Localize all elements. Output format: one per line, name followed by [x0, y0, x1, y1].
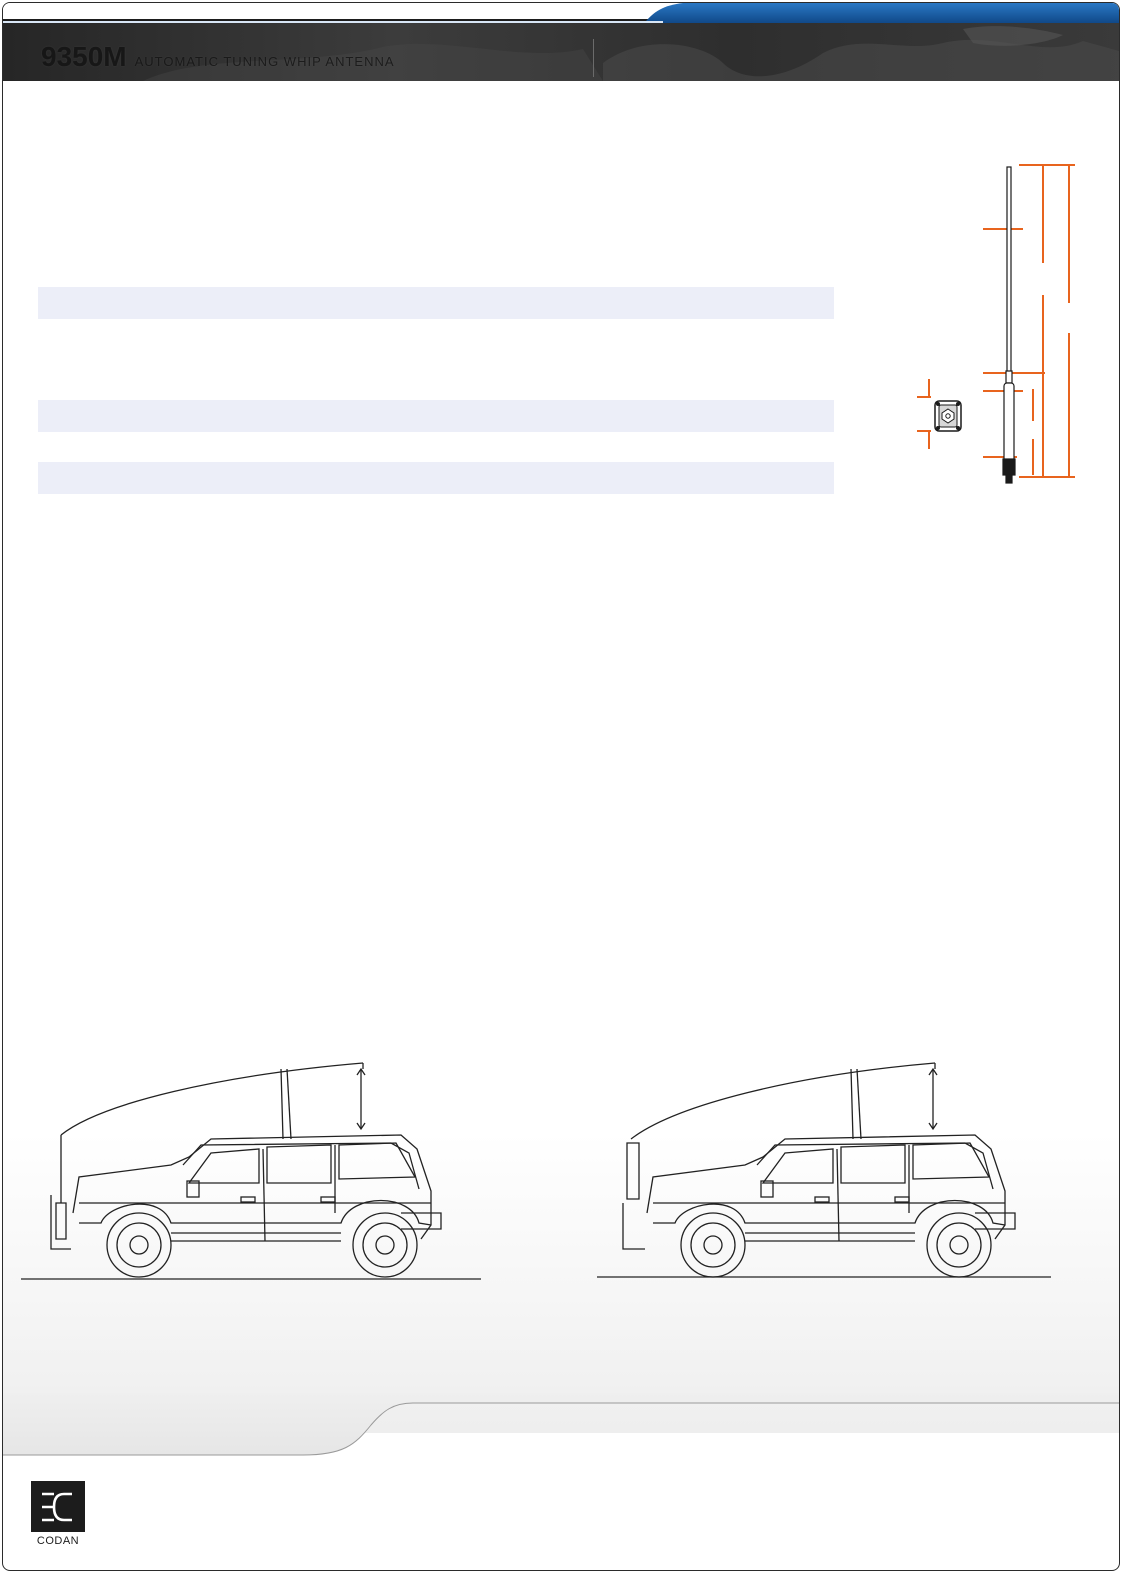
codan-logo-mark-icon [31, 1481, 85, 1532]
spec-row-band [38, 400, 834, 432]
vehicle-installation-drawing [21, 1053, 486, 1285]
model-number: 9350M [41, 41, 127, 72]
page-title [41, 41, 395, 73]
spec-row-band [38, 287, 834, 319]
mounting-base-icon [935, 401, 961, 431]
antenna-dimension-drawing [883, 153, 1083, 493]
vehicle-installation-drawing [595, 1053, 1060, 1285]
header-banner [3, 23, 1120, 81]
codan-logo [31, 1481, 85, 1547]
datasheet-page [2, 2, 1120, 1571]
footer-curve [3, 1393, 1120, 1463]
codan-logo-text: CODAN [36, 1535, 80, 1547]
spec-row-band [38, 462, 834, 494]
header-divider [593, 39, 594, 77]
product-subtitle: AUTOMATIC TUNING WHIP ANTENNA [134, 54, 395, 69]
